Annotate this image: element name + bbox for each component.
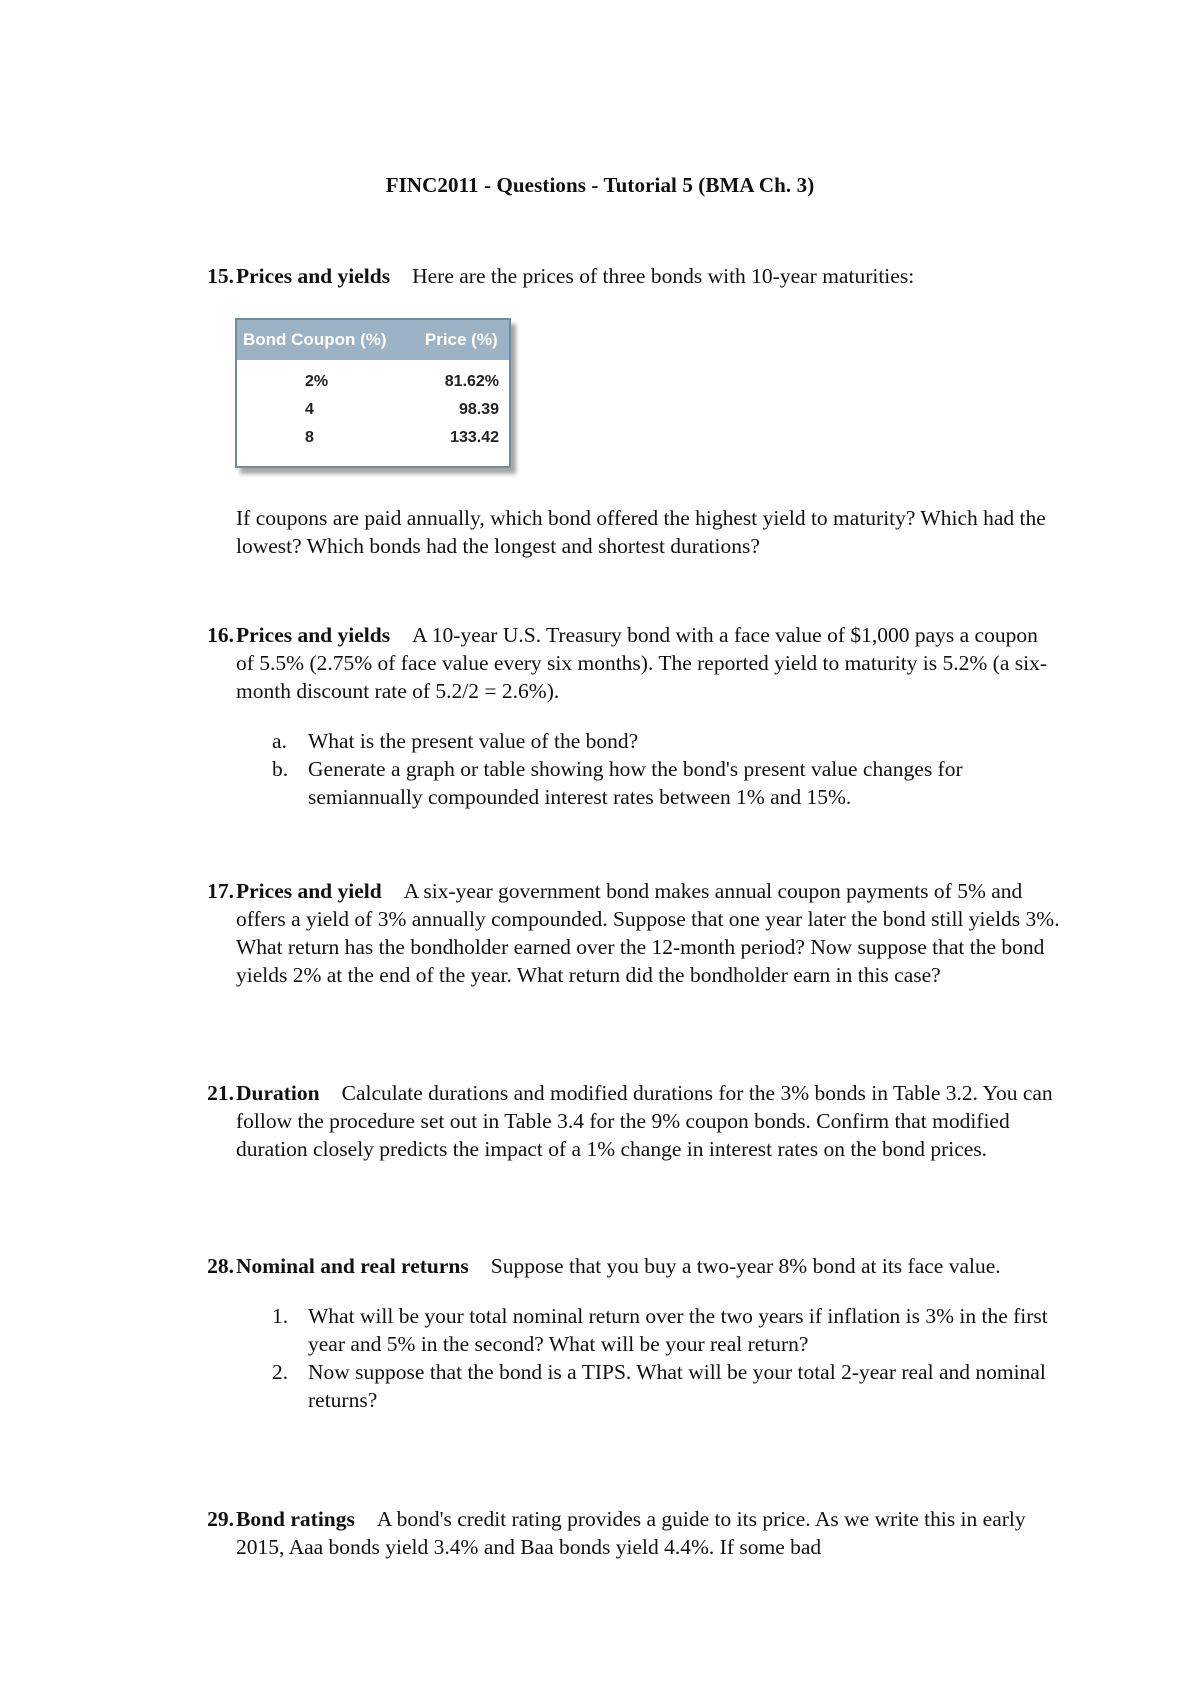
question-number: 29. bbox=[207, 1507, 234, 1531]
list-item bbox=[236, 727, 1060, 755]
question-heading: Prices and yield bbox=[236, 879, 382, 903]
table-row bbox=[237, 360, 509, 396]
question-heading: Duration bbox=[236, 1081, 320, 1105]
question-number: 21. bbox=[207, 1081, 234, 1105]
question-text: Calculate durations and modified durations for the 3% bonds in Table 3.2. You can follow the procedure set out in Table 3.4 for the 9% coupon bonds. Confirm that modified duration closely predicts the impact of a 1% change in interest rates on the bond prices. bbox=[236, 1081, 1053, 1161]
list-item-text: What is the present value of the bond? bbox=[308, 729, 639, 753]
list-item-label: 2. bbox=[272, 1360, 289, 1384]
coupon-cell: 4 bbox=[305, 401, 314, 418]
sub-question-list bbox=[236, 1302, 1060, 1414]
list-item bbox=[236, 1302, 1060, 1358]
question-17 bbox=[200, 877, 1060, 989]
price-cell: 98.39 bbox=[458, 401, 499, 418]
price-cell: 133.42 bbox=[450, 429, 499, 446]
sub-question-list bbox=[236, 727, 1060, 811]
table-row bbox=[237, 396, 509, 424]
question-number: 16. bbox=[207, 623, 234, 647]
price-cell: 81.62% bbox=[444, 373, 499, 390]
question-15-followup bbox=[200, 504, 1060, 560]
question-number: 15. bbox=[207, 264, 234, 288]
list-item-text: Now suppose that the bond is a TIPS. What will be your total 2-year real and nominal returns? bbox=[308, 1360, 1046, 1412]
question-heading: Nominal and real returns bbox=[236, 1254, 469, 1278]
question-text: A bond's credit rating provides a guide to its price. As we write this in early 2015, Aaa bonds yield 3.4% and Baa bonds yield 4.4%. If some bad bbox=[236, 1507, 1026, 1559]
list-item bbox=[236, 1358, 1060, 1414]
question-21 bbox=[200, 1079, 1060, 1163]
list-item-label: a. bbox=[272, 729, 287, 753]
coupon-cell: 2% bbox=[305, 373, 329, 390]
question-lead: Here are the prices of three bonds with 10-year maturities: bbox=[412, 264, 915, 288]
question-text: A 10-year U.S. Treasury bond with a face value of $1,000 pays a coupon of 5.5% (2.75% of face value every six months). The reported yield to maturity is 5.2% (a six-month discount rate of 5.2/2 = 2.6%). bbox=[236, 623, 1048, 703]
question-text: Suppose that you buy a two-year 8% bond at its face value. bbox=[490, 1254, 1001, 1278]
column-header-bond-coupon: Bond Coupon (%) bbox=[237, 320, 405, 360]
coupon-cell: 8 bbox=[305, 429, 314, 446]
question-number: 17. bbox=[207, 879, 234, 903]
question-16 bbox=[200, 621, 1060, 811]
question-followup: If coupons are paid annually, which bond offered the highest yield to maturity? Which had the lowest? Which bonds had the longest and shortest durations? bbox=[236, 506, 1046, 558]
question-heading: Bond ratings bbox=[236, 1507, 355, 1531]
list-item-text: Generate a graph or table showing how the bond's present value changes for semiannually compounded interest rates between 1% and 15%. bbox=[308, 757, 963, 809]
list-item-label: 1. bbox=[272, 1304, 289, 1328]
question-28 bbox=[200, 1252, 1060, 1414]
page-title: FINC2011 - Questions - Tutorial 5 (BMA Ch. 3) bbox=[385, 173, 815, 197]
bond-prices-table bbox=[235, 318, 511, 468]
list-item bbox=[236, 755, 1060, 811]
question-text: A six-year government bond makes annual coupon payments of 5% and offers a yield of 3% annually compounded. Suppose that one year later the bond still yields 3%. What return has the bondholder earned over the 12-month period? Now suppose that the bond yields 2% at the end of the year. What return did the bondholder earn in this case? bbox=[236, 879, 1060, 987]
list-item-label: b. bbox=[272, 757, 289, 781]
question-29 bbox=[200, 1505, 1060, 1561]
question-heading: Prices and yields bbox=[236, 623, 391, 647]
table-row bbox=[237, 424, 509, 452]
column-header-price: Price (%) bbox=[405, 320, 509, 360]
question-number: 28. bbox=[207, 1254, 234, 1278]
question-15 bbox=[200, 262, 1060, 290]
question-heading: Prices and yields bbox=[236, 264, 391, 288]
list-item-text: What will be your total nominal return over the two years if inflation is 3% in the first year and 5% in the second? What will be your real return? bbox=[308, 1304, 1048, 1356]
